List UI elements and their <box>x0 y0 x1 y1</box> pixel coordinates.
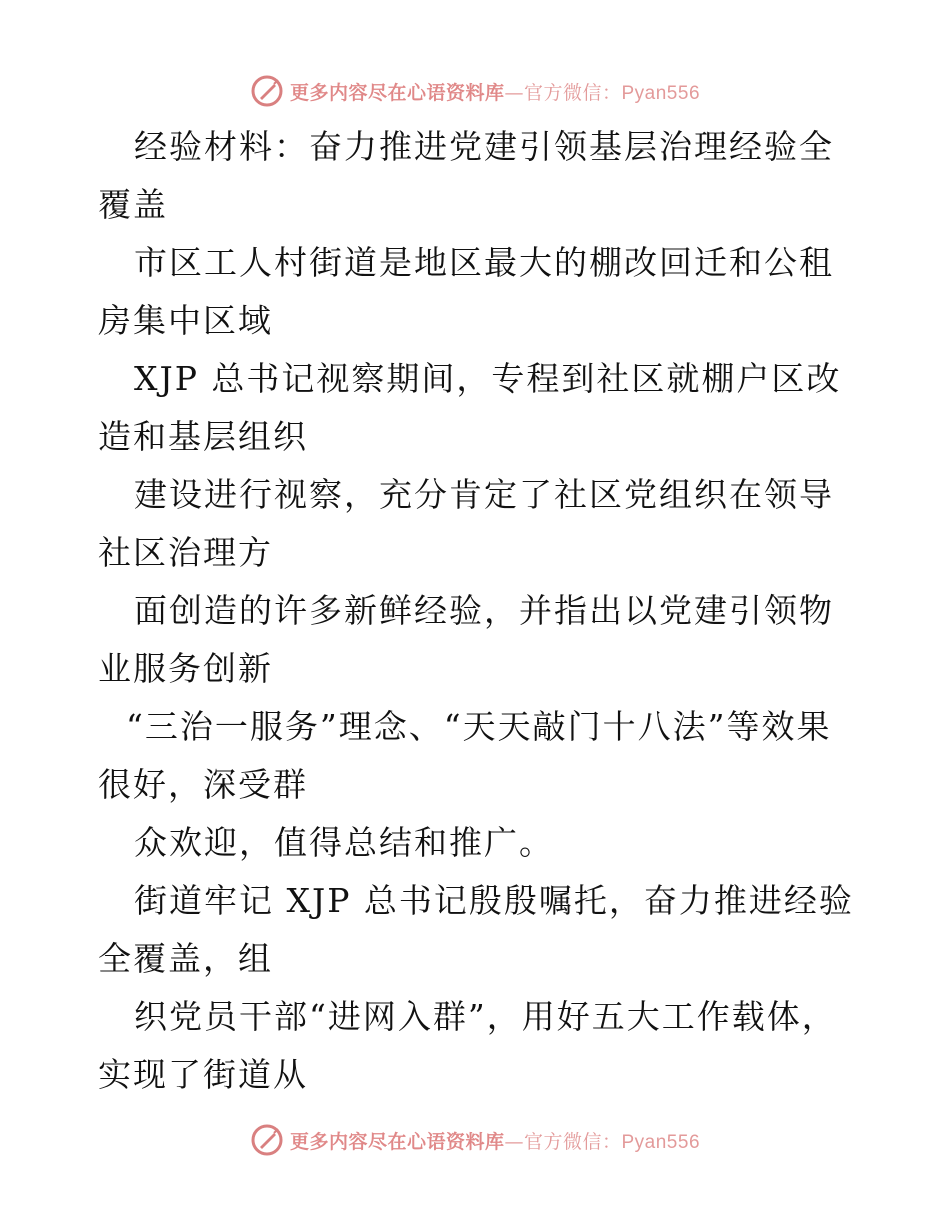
footer-label: 官方微信： <box>523 1130 622 1153</box>
header-brand: 更多内容尽在心语资料库 <box>289 81 505 104</box>
footer-brand: 更多内容尽在心语资料库 <box>289 1130 505 1153</box>
footer-text <box>290 1127 700 1154</box>
paragraph: 市区工人村街道是地区最大的棚改回迁和公租房集中区域 <box>98 243 834 340</box>
header-wechat-id: Pyan556 <box>621 82 701 104</box>
footer-wechat-id: Pyan556 <box>621 1131 701 1153</box>
header-text <box>290 78 700 105</box>
paragraph: 织党员干部“进网入群”，用好五大工作载体，实现了街道从 <box>98 997 837 1094</box>
paragraph: 建设进行视察，充分肯定了社区党组织在领导社区治理方 <box>98 475 834 572</box>
paragraph: 经验材料：奋力推进党建引领基层治理经验全覆盖 <box>98 127 834 224</box>
footer-separator: — <box>504 1130 524 1153</box>
footer-banner <box>0 1120 950 1160</box>
header-banner <box>0 71 950 111</box>
paragraph: 众欢迎，值得总结和推广。 <box>134 823 554 862</box>
quill-seal-icon <box>250 74 284 108</box>
paragraph: 面创造的许多新鲜经验，并指出以党建引领物业服务创新 <box>98 591 834 688</box>
header-separator: — <box>504 81 524 104</box>
document-body <box>98 118 858 1104</box>
paragraph: 街道牢记 XJP 总书记殷殷嘱托，奋力推进经验全覆盖，组 <box>98 881 854 978</box>
header-label: 官方微信： <box>523 81 622 104</box>
paragraph: XJP 总书记视察期间，专程到社区就棚户区改造和基层组织 <box>98 359 842 456</box>
paragraph: “三治一服务”理念、“天天敲门十八法”等效果很好，深受群 <box>98 707 832 804</box>
quill-seal-icon <box>250 1123 284 1157</box>
